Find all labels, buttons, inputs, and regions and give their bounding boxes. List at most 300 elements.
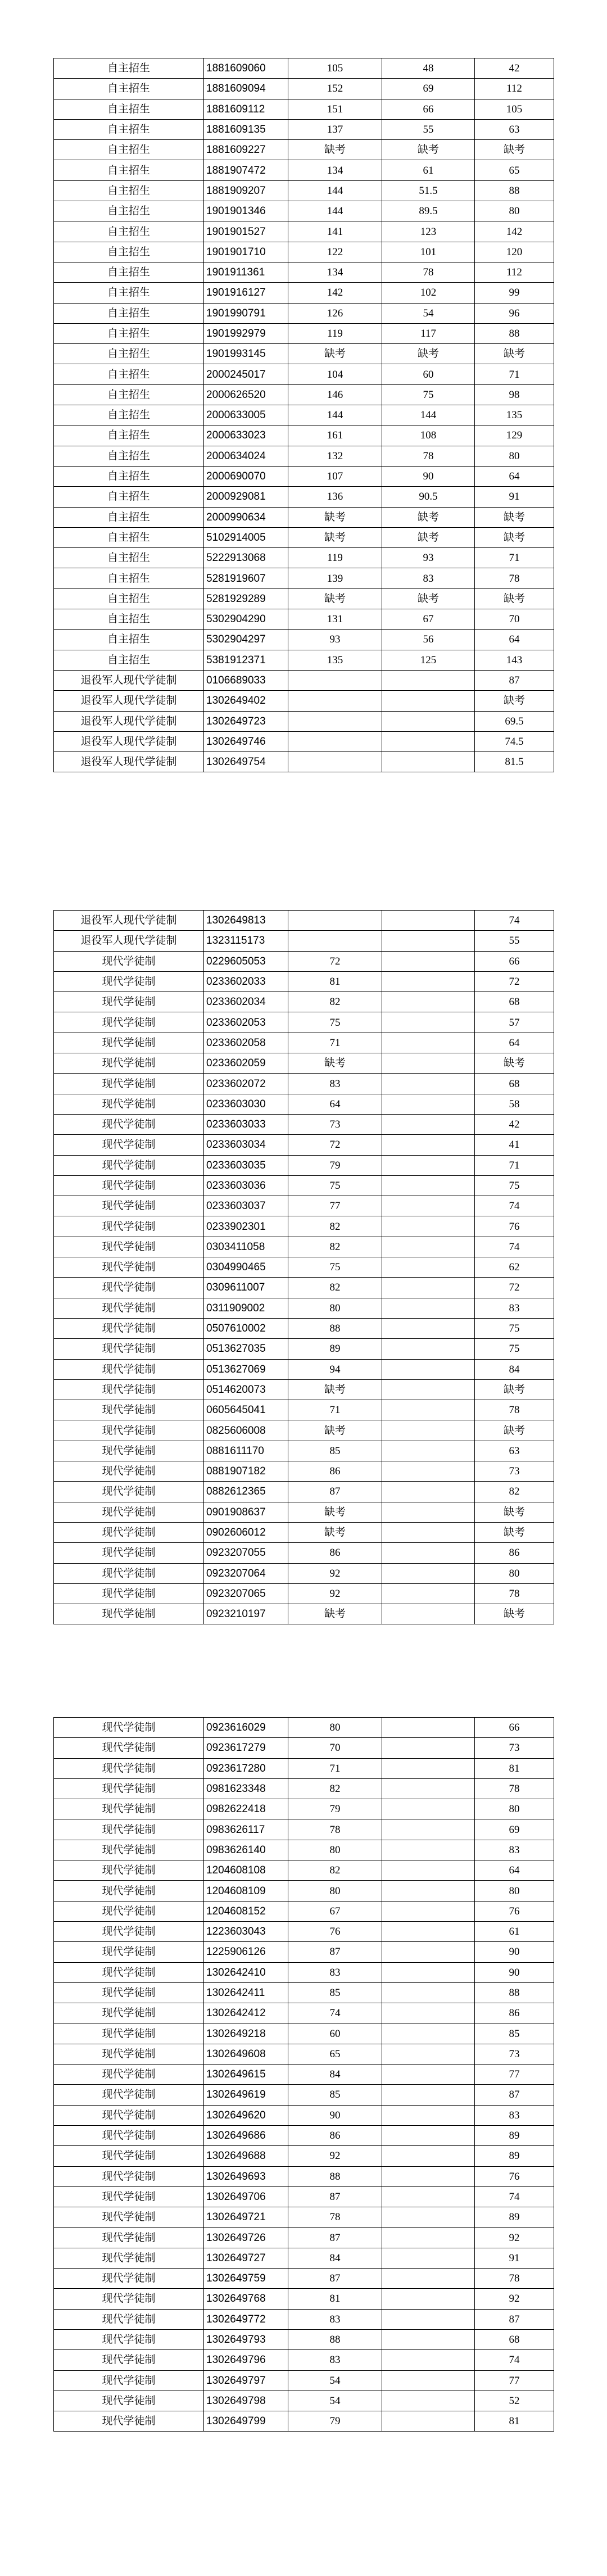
score-a-cell: 71 [288,1400,382,1420]
score-a-cell: 83 [288,2350,382,2370]
table-row [54,1114,554,1134]
score-a-cell: 75 [288,1257,382,1278]
candidate-id-cell: 1302649798 [204,2391,288,2411]
score-b-cell [382,1738,475,1758]
category-cell: 现代学徒制 [54,1840,204,1860]
category-cell: 现代学徒制 [54,2248,204,2268]
category-cell: 现代学徒制 [54,971,204,992]
score-a-cell: 80 [288,1881,382,1901]
table-row [54,201,554,221]
score-c-cell: 68 [475,1074,554,1094]
score-c-cell: 71 [475,364,554,384]
score-b-cell [382,1758,475,1778]
candidate-id-cell: 0507610002 [204,1318,288,1338]
table-row [54,2411,554,2432]
score-b-cell [382,1175,475,1196]
candidate-id-cell: 1302649693 [204,2166,288,2186]
table-row [54,1196,554,1216]
category-cell: 现代学徒制 [54,2309,204,2329]
table-row [54,2085,554,2105]
category-cell: 现代学徒制 [54,1461,204,1482]
table-row [54,1901,554,1921]
category-cell: 自主招生 [54,201,204,221]
category-cell: 自主招生 [54,548,204,568]
score-b-cell [382,1563,475,1583]
score-c-cell: 42 [475,1114,554,1134]
score-b-cell: 102 [382,283,475,303]
category-cell: 现代学徒制 [54,1778,204,1799]
score-b-cell [382,1012,475,1033]
score-c-cell: 71 [475,548,554,568]
score-a-cell: 135 [288,650,382,670]
score-c-cell: 112 [475,262,554,282]
table-row [54,1718,554,1738]
candidate-id-cell: 2000929081 [204,487,288,507]
table-row [54,2370,554,2391]
score-b-cell [382,1135,475,1155]
category-cell: 现代学徒制 [54,1942,204,1962]
category-cell: 现代学徒制 [54,1860,204,1881]
score-c-cell: 83 [475,1840,554,1860]
candidate-id-cell: 1302649706 [204,2186,288,2207]
score-c-cell: 81 [475,1758,554,1778]
score-b-cell [382,2207,475,2228]
score-a-cell: 82 [288,1860,382,1881]
table-row [54,1257,554,1278]
table-row [54,1074,554,1094]
category-cell: 现代学徒制 [54,1738,204,1758]
score-c-cell: 缺考 [475,1502,554,1522]
category-cell: 自主招生 [54,119,204,139]
table-row [54,2125,554,2145]
score-c-cell: 52 [475,2391,554,2411]
category-cell: 现代学徒制 [54,1522,204,1542]
score-b-cell [382,752,475,772]
table-row [54,2391,554,2411]
category-cell: 自主招生 [54,344,204,364]
score-b-cell [382,1420,475,1441]
score-c-cell: 缺考 [475,527,554,547]
score-c-cell: 87 [475,2085,554,2105]
score-c-cell: 75 [475,1339,554,1359]
score-c-cell: 68 [475,2329,554,2349]
score-b-cell: 67 [382,609,475,630]
category-cell: 自主招生 [54,221,204,242]
score-a-cell: 84 [288,2248,382,2268]
category-cell: 自主招生 [54,160,204,180]
score-b-cell [382,2085,475,2105]
table-row [54,1543,554,1563]
candidate-id-cell: 5102914005 [204,527,288,547]
category-cell: 现代学徒制 [54,1318,204,1338]
table-row [54,1441,554,1461]
candidate-id-cell: 1302649686 [204,2125,288,2145]
score-c-cell: 96 [475,303,554,323]
table-row [54,140,554,160]
score-c-cell: 78 [475,2269,554,2289]
score-c-cell: 80 [475,446,554,466]
score-a-cell: 144 [288,201,382,221]
score-b-cell [382,992,475,1012]
score-a-cell: 缺考 [288,344,382,364]
table-row [54,992,554,1012]
score-c-cell: 86 [475,2003,554,2023]
candidate-id-cell: 0923207065 [204,1583,288,1604]
candidate-id-cell: 1302649727 [204,2248,288,2268]
table-row [54,1053,554,1074]
score-c-cell: 74 [475,1237,554,1257]
score-b-cell: 66 [382,99,475,119]
score-c-cell: 76 [475,2166,554,2186]
table-row [54,2044,554,2064]
score-b-cell [382,1461,475,1482]
score-a-cell: 89 [288,1339,382,1359]
candidate-id-cell: 2000633023 [204,425,288,446]
candidate-id-cell: 0882612365 [204,1482,288,1502]
score-a-cell: 122 [288,242,382,262]
score-a-cell: 73 [288,1114,382,1134]
score-a-cell: 93 [288,630,382,650]
table-row [54,1400,554,1420]
score-c-cell: 142 [475,221,554,242]
table-row [54,1738,554,1758]
table-row [54,242,554,262]
category-cell: 退役军人现代学徒制 [54,731,204,751]
candidate-id-cell: 2000690070 [204,466,288,486]
score-c-cell: 88 [475,180,554,201]
score-b-cell [382,1819,475,1840]
score-c-cell: 92 [475,2289,554,2309]
table-row [54,2207,554,2228]
score-a-cell: 83 [288,1074,382,1094]
score-c-cell: 78 [475,1583,554,1604]
table-row [54,2329,554,2349]
score-b-cell: 54 [382,303,475,323]
table-row [54,1155,554,1175]
score-a-cell: 86 [288,1461,382,1482]
table-row [54,262,554,282]
table-row [54,79,554,99]
table-row [54,670,554,690]
score-c-cell: 82 [475,1482,554,1502]
candidate-id-cell: 1302649619 [204,2085,288,2105]
table-row [54,1840,554,1860]
table-row [54,1482,554,1502]
category-cell: 自主招生 [54,384,204,405]
score-c-cell: 63 [475,1441,554,1461]
score-c-cell: 64 [475,1033,554,1053]
score-a-cell: 87 [288,2269,382,2289]
category-cell: 现代学徒制 [54,1012,204,1033]
table-row [54,1799,554,1819]
score-b-cell [382,1482,475,1502]
score-c-cell: 86 [475,1543,554,1563]
score-a-cell: 92 [288,2146,382,2166]
score-a-cell: 75 [288,1175,382,1196]
score-b-cell [382,911,475,931]
candidate-id-cell: 0233602058 [204,1033,288,1053]
table-row [54,691,554,711]
score-b-cell [382,2166,475,2186]
candidate-id-cell: 0983626117 [204,1819,288,1840]
table-row [54,180,554,201]
table-row [54,711,554,731]
score-b-cell: 78 [382,446,475,466]
candidate-id-cell: 0605645041 [204,1400,288,1420]
candidate-id-cell: 0233603033 [204,1114,288,1134]
category-cell: 自主招生 [54,283,204,303]
candidate-id-cell: 0304990465 [204,1257,288,1278]
score-a-cell: 71 [288,1033,382,1053]
candidate-id-cell: 0982622418 [204,1799,288,1819]
score-b-cell [382,2289,475,2309]
candidate-id-cell: 1302649799 [204,2411,288,2432]
score-c-cell: 71 [475,1155,554,1175]
table-row [54,1298,554,1318]
candidate-id-cell: 0309611007 [204,1278,288,1298]
score-b-cell [382,1196,475,1216]
category-cell: 自主招生 [54,568,204,588]
category-cell: 现代学徒制 [54,1237,204,1257]
candidate-id-cell: 1901901527 [204,221,288,242]
score-a-cell: 134 [288,262,382,282]
score-b-cell [382,1237,475,1257]
score-b-cell [382,1298,475,1318]
score-b-cell: 48 [382,58,475,79]
category-cell: 现代学徒制 [54,1901,204,1921]
score-a-cell: 缺考 [288,588,382,609]
score-b-cell: 117 [382,323,475,343]
score-a-cell: 134 [288,160,382,180]
score-b-cell [382,1053,475,1074]
candidate-id-cell: 0923207064 [204,1563,288,1583]
score-a-cell: 80 [288,1718,382,1738]
score-c-cell: 62 [475,1257,554,1278]
table-row [54,1216,554,1237]
candidate-id-cell: 1901911361 [204,262,288,282]
score-a-cell: 87 [288,1482,382,1502]
score-a-cell: 78 [288,1819,382,1840]
table-row [54,650,554,670]
table-row [54,1379,554,1400]
score-c-cell: 88 [475,323,554,343]
table-row [54,405,554,425]
score-a-cell: 146 [288,384,382,405]
score-a-cell: 139 [288,568,382,588]
table-row [54,1962,554,1982]
score-c-cell: 98 [475,384,554,405]
category-cell: 现代学徒制 [54,1359,204,1379]
score-b-cell [382,1216,475,1237]
table-row [54,283,554,303]
category-cell: 自主招生 [54,425,204,446]
category-cell: 现代学徒制 [54,2023,204,2044]
table-row [54,507,554,527]
score-b-cell [382,2350,475,2370]
candidate-id-cell: 1901990791 [204,303,288,323]
score-b-cell [382,2411,475,2432]
category-cell: 自主招生 [54,364,204,384]
score-a-cell: 82 [288,992,382,1012]
category-cell: 现代学徒制 [54,1881,204,1901]
table-row [54,1339,554,1359]
score-c-cell: 69 [475,1819,554,1840]
category-cell: 自主招生 [54,58,204,79]
category-cell: 现代学徒制 [54,2269,204,2289]
score-c-cell: 64 [475,466,554,486]
score-b-cell: 90.5 [382,487,475,507]
score-a-cell: 132 [288,446,382,466]
score-b-cell [382,1359,475,1379]
candidate-id-cell: 0233603035 [204,1155,288,1175]
candidate-id-cell: 1302642412 [204,2003,288,2023]
score-b-cell: 144 [382,405,475,425]
table-row [54,2065,554,2085]
score-a-cell: 80 [288,1840,382,1860]
score-b-cell: 123 [382,221,475,242]
score-c-cell: 缺考 [475,1604,554,1624]
score-a-cell: 85 [288,2085,382,2105]
category-cell: 现代学徒制 [54,2350,204,2370]
score-a-cell: 78 [288,2207,382,2228]
score-a-cell: 90 [288,2105,382,2125]
score-b-cell [382,1604,475,1624]
candidate-id-cell: 1881609060 [204,58,288,79]
category-cell: 现代学徒制 [54,1543,204,1563]
category-cell: 现代学徒制 [54,1718,204,1738]
category-cell: 退役军人现代学徒制 [54,752,204,772]
table-row [54,588,554,609]
score-c-cell: 77 [475,2065,554,2085]
table-row [54,364,554,384]
score-b-cell: 缺考 [382,140,475,160]
table-row [54,99,554,119]
score-a-cell: 119 [288,323,382,343]
category-cell: 现代学徒制 [54,1563,204,1583]
table-row [54,1502,554,1522]
score-c-cell: 88 [475,1982,554,2003]
score-c-cell: 74 [475,1196,554,1216]
table-row [54,303,554,323]
table-row [54,1819,554,1840]
category-cell: 现代学徒制 [54,1604,204,1624]
score-b-cell: 56 [382,630,475,650]
score-c-cell: 64 [475,1860,554,1881]
candidate-id-cell: 0311909002 [204,1298,288,1318]
category-cell: 自主招生 [54,630,204,650]
category-cell: 现代学徒制 [54,2105,204,2125]
score-c-cell: 70 [475,609,554,630]
score-b-cell [382,2146,475,2166]
category-cell: 现代学徒制 [54,1094,204,1114]
candidate-id-cell: 1302649772 [204,2309,288,2329]
candidate-id-cell: 0901908637 [204,1502,288,1522]
score-a-cell: 79 [288,2411,382,2432]
category-cell: 现代学徒制 [54,1502,204,1522]
category-cell: 现代学徒制 [54,1482,204,1502]
candidate-id-cell: 2000990634 [204,507,288,527]
candidate-id-cell: 0229605053 [204,951,288,971]
table-row [54,1278,554,1298]
score-a-cell: 缺考 [288,507,382,527]
score-c-cell: 73 [475,1461,554,1482]
candidate-id-cell: 1881609112 [204,99,288,119]
score-b-cell [382,1074,475,1094]
score-c-cell: 缺考 [475,344,554,364]
score-c-cell: 89 [475,2146,554,2166]
table-row [54,527,554,547]
score-a-cell: 缺考 [288,1053,382,1074]
candidate-id-cell: 1302649726 [204,2228,288,2248]
score-c-cell: 92 [475,2228,554,2248]
category-cell: 现代学徒制 [54,1758,204,1778]
table-row [54,568,554,588]
score-a-cell: 92 [288,1583,382,1604]
score-c-cell: 90 [475,1942,554,1962]
category-cell: 现代学徒制 [54,2370,204,2391]
candidate-id-cell: 2000245017 [204,364,288,384]
table-row [54,931,554,951]
candidate-id-cell: 0923616029 [204,1718,288,1738]
category-cell: 自主招生 [54,446,204,466]
score-b-cell [382,2391,475,2411]
score-c-cell: 58 [475,1094,554,1114]
table-row [54,1012,554,1033]
category-cell: 现代学徒制 [54,1982,204,2003]
score-c-cell: 129 [475,425,554,446]
category-cell: 现代学徒制 [54,2329,204,2349]
score-table-page-3 [53,1717,554,2432]
table-row [54,1318,554,1338]
table-row [54,1778,554,1799]
score-c-cell: 80 [475,201,554,221]
score-c-cell: 74 [475,2350,554,2370]
score-a-cell: 缺考 [288,1502,382,1522]
score-b-cell: 缺考 [382,507,475,527]
score-a-cell: 141 [288,221,382,242]
category-cell: 自主招生 [54,140,204,160]
score-c-cell: 72 [475,1278,554,1298]
score-b-cell: 缺考 [382,588,475,609]
category-cell: 现代学徒制 [54,1074,204,1094]
category-cell: 现代学徒制 [54,1441,204,1461]
table-row [54,2105,554,2125]
category-cell: 现代学徒制 [54,951,204,971]
candidate-id-cell: 1881907472 [204,160,288,180]
table-row [54,1563,554,1583]
score-c-cell: 68 [475,992,554,1012]
score-a-cell: 65 [288,2044,382,2064]
score-c-cell: 63 [475,119,554,139]
table-row [54,221,554,242]
score-b-cell [382,971,475,992]
score-a-cell: 126 [288,303,382,323]
score-c-cell: 80 [475,1799,554,1819]
category-cell: 自主招生 [54,405,204,425]
candidate-id-cell: 0881907182 [204,1461,288,1482]
score-c-cell: 91 [475,2248,554,2268]
score-a-cell: 137 [288,119,382,139]
score-b-cell [382,1257,475,1278]
candidate-id-cell: 1204608109 [204,1881,288,1901]
table-row [54,160,554,180]
category-cell: 现代学徒制 [54,1216,204,1237]
candidate-id-cell: 0923617280 [204,1758,288,1778]
candidate-id-cell: 1901901346 [204,201,288,221]
candidate-id-cell: 0902606012 [204,1522,288,1542]
score-b-cell: 55 [382,119,475,139]
score-a-cell: 87 [288,1942,382,1962]
